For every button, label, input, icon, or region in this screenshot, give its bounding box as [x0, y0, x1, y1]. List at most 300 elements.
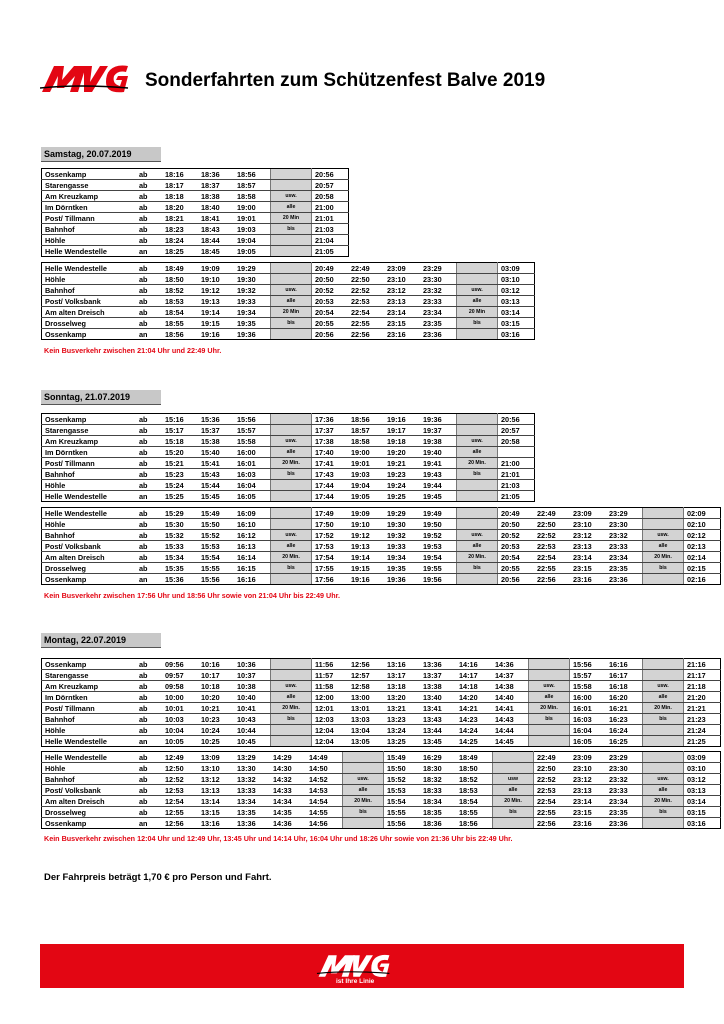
arr-dep-flag: ab: [136, 807, 162, 818]
time-cell: 22:53: [348, 296, 384, 307]
time-cell: 10:04: [162, 725, 198, 736]
time-cell: 19:16: [384, 414, 420, 425]
time-cell: 19:01: [348, 458, 384, 469]
arr-dep-flag: ab: [136, 169, 162, 180]
time-cell: 22:49: [534, 508, 570, 519]
time-cell: 16:12: [234, 530, 271, 541]
stop-name: Post/ Tillmann: [42, 703, 137, 714]
time-cell: 17:43: [312, 469, 349, 480]
time-cell: 02:16: [684, 574, 721, 585]
interval-cell: 20 Min: [457, 307, 498, 318]
time-cell: 23:30: [420, 274, 457, 285]
arr-dep-flag: ab: [136, 285, 162, 296]
arr-dep-flag: ab: [136, 508, 162, 519]
time-cell: 19:34: [384, 552, 420, 563]
stop-name: Starengasse: [42, 425, 137, 436]
time-cell: 18:49: [456, 752, 493, 763]
time-cell: 02:12: [684, 530, 721, 541]
time-cell: 12:56: [162, 818, 198, 829]
time-cell: 13:09: [198, 752, 234, 763]
time-cell: 10:03: [162, 714, 198, 725]
time-cell: 20:57: [498, 425, 535, 436]
stop-name: Starengasse: [42, 180, 137, 191]
time-cell: 10:25: [198, 736, 234, 747]
interval-cell: [643, 508, 684, 519]
time-cell: 22:50: [534, 519, 570, 530]
time-cell: 17:37: [312, 425, 349, 436]
time-cell: 12:00: [312, 692, 349, 703]
time-cell: 03:10: [684, 763, 721, 774]
time-cell: 10:16: [198, 659, 234, 670]
time-cell: 23:35: [606, 563, 643, 574]
time-cell: 15:58: [234, 436, 271, 447]
time-cell: 14:45: [492, 736, 529, 747]
time-cell: 21:05: [498, 491, 535, 502]
time-cell: 20:56: [312, 329, 349, 340]
stop-name: Am Kreuzkamp: [42, 681, 137, 692]
arr-dep-flag: ab: [136, 541, 162, 552]
time-cell: 16:10: [234, 519, 271, 530]
table-row: [42, 714, 721, 725]
time-cell: 21:20: [684, 692, 721, 703]
time-cell: 18:54: [456, 796, 493, 807]
time-cell: 10:41: [234, 703, 271, 714]
time-cell: 18:37: [198, 180, 234, 191]
time-cell: 13:10: [198, 763, 234, 774]
time-cell: 19:54: [420, 552, 457, 563]
interval-cell: alle: [457, 447, 498, 458]
stop-name: Ossenkamp: [42, 818, 137, 829]
time-cell: 22:54: [348, 307, 384, 318]
time-cell: 22:56: [348, 329, 384, 340]
time-cell: 19:49: [420, 508, 457, 519]
time-cell: 13:13: [198, 785, 234, 796]
arr-dep-flag: ab: [136, 425, 162, 436]
arr-dep-flag: ab: [136, 307, 162, 318]
time-cell: 18:17: [162, 180, 198, 191]
time-cell: 17:55: [312, 563, 349, 574]
time-cell: 13:01: [348, 703, 384, 714]
time-cell: 13:44: [420, 725, 456, 736]
mvg-logo: [40, 62, 130, 96]
interval-cell: [457, 274, 498, 285]
table-row: [42, 480, 535, 491]
time-cell: 14:30: [270, 763, 306, 774]
time-cell: 12:52: [162, 774, 198, 785]
time-cell: 14:36: [270, 818, 306, 829]
interval-cell: 20 Min.: [529, 703, 570, 714]
time-cell: 18:33: [420, 785, 456, 796]
time-cell: 11:57: [312, 670, 349, 681]
page-title: Sonderfahrten zum Schützenfest Balve 2019: [145, 70, 546, 91]
time-cell: 23:10: [570, 519, 606, 530]
table-row: [42, 414, 535, 425]
time-cell: 10:44: [234, 725, 271, 736]
time-cell: 15:45: [198, 491, 234, 502]
time-cell: 14:56: [306, 818, 343, 829]
interval-cell: alle: [271, 692, 312, 703]
time-cell: 23:33: [606, 785, 643, 796]
time-cell: 21:16: [684, 659, 721, 670]
time-cell: 13:45: [420, 736, 456, 747]
time-cell: 03:10: [498, 274, 535, 285]
time-cell: 15:36: [198, 414, 234, 425]
table-row: [42, 180, 349, 191]
stop-name: Ossenkamp: [42, 169, 137, 180]
time-cell: 17:44: [312, 480, 349, 491]
time-cell: 18:53: [456, 785, 493, 796]
time-cell: 15:30: [162, 519, 198, 530]
time-cell: 20:55: [498, 563, 535, 574]
time-cell: 23:14: [384, 307, 420, 318]
arr-dep-flag: ab: [136, 224, 162, 235]
time-cell: 21:00: [498, 458, 535, 469]
fare-info: Der Fahrpreis beträgt 1,70 € pro Person und Fahrt.: [44, 872, 272, 883]
time-cell: 03:16: [684, 818, 721, 829]
time-cell: 15:44: [198, 480, 234, 491]
table-row: [42, 469, 535, 480]
time-cell: 14:23: [456, 714, 492, 725]
time-cell: 22:56: [534, 574, 570, 585]
arr-dep-flag: ab: [136, 469, 162, 480]
time-cell: 15:50: [384, 763, 421, 774]
table-row: [42, 296, 535, 307]
interval-cell: [271, 574, 312, 585]
time-cell: 14:20: [456, 692, 492, 703]
table-row: [42, 169, 349, 180]
interval-cell: [457, 425, 498, 436]
time-cell: 16:29: [420, 752, 456, 763]
stop-name: Höhle: [42, 235, 137, 246]
time-cell: 10:40: [234, 692, 271, 703]
time-cell: 14:17: [456, 670, 492, 681]
time-cell: 19:50: [420, 519, 457, 530]
arr-dep-flag: ab: [136, 458, 162, 469]
time-cell: 18:52: [162, 285, 198, 296]
time-cell: 16:04: [234, 480, 271, 491]
time-cell: 16:04: [570, 725, 607, 736]
interval-cell: [529, 670, 570, 681]
time-cell: 22:50: [534, 763, 571, 774]
time-cell: 20:54: [498, 552, 535, 563]
arr-dep-flag: ab: [136, 436, 162, 447]
table-row: [42, 774, 721, 785]
time-cell: 15:55: [198, 563, 234, 574]
time-cell: 16:13: [234, 541, 271, 552]
time-cell: 19:29: [234, 263, 271, 274]
time-cell: 19:17: [384, 425, 420, 436]
time-cell: 22:54: [534, 552, 570, 563]
time-cell: 19:24: [384, 480, 420, 491]
arr-dep-flag: ab: [136, 530, 162, 541]
stop-name: Am Kreuzkamp: [42, 191, 137, 202]
timetable-saturday-outbound: [41, 168, 349, 257]
time-cell: 14:34: [270, 796, 306, 807]
time-cell: 03:09: [684, 752, 721, 763]
time-cell: 23:12: [384, 285, 420, 296]
time-cell: 15:40: [198, 447, 234, 458]
table-row: [42, 752, 721, 763]
interval-cell: [271, 414, 312, 425]
stop-name: Im Dörntken: [42, 692, 137, 703]
time-cell: 22:53: [534, 785, 571, 796]
time-cell: 19:33: [234, 296, 271, 307]
time-cell: 17:38: [312, 436, 349, 447]
interval-cell: usw.: [271, 191, 312, 202]
time-cell: 14:25: [456, 736, 492, 747]
stop-name: Bahnhof: [42, 714, 137, 725]
time-cell: 19:23: [384, 469, 420, 480]
time-cell: [498, 447, 535, 458]
time-cell: 13:40: [420, 692, 456, 703]
time-cell: 03:15: [684, 807, 721, 818]
time-cell: 23:12: [570, 774, 606, 785]
interval-cell: 20 Min.: [271, 458, 312, 469]
interval-cell: alle: [529, 692, 570, 703]
time-cell: 12:49: [162, 752, 198, 763]
time-cell: 15:25: [162, 491, 198, 502]
day-label-monday: Montag, 22.07.2019: [41, 633, 161, 648]
time-cell: 20:49: [498, 508, 535, 519]
stop-name: Helle Wendestelle: [42, 508, 137, 519]
arr-dep-flag: ab: [136, 202, 162, 213]
time-cell: 23:35: [606, 807, 643, 818]
time-cell: 23:15: [384, 318, 420, 329]
table-row: [42, 307, 535, 318]
time-cell: 19:09: [198, 263, 234, 274]
time-cell: 13:43: [420, 714, 456, 725]
time-cell: 23:34: [606, 796, 643, 807]
interval-cell: [457, 329, 498, 340]
time-cell: 18:53: [162, 296, 198, 307]
table-row: [42, 447, 535, 458]
time-cell: 19:34: [234, 307, 271, 318]
stop-name: Bahnhof: [42, 469, 137, 480]
time-cell: 13:36: [234, 818, 270, 829]
interval-cell: alle: [271, 541, 312, 552]
interval-cell: alle: [457, 541, 498, 552]
time-cell: 19:30: [384, 519, 420, 530]
time-cell: 20:52: [498, 530, 535, 541]
interval-cell: bis: [271, 318, 312, 329]
time-cell: 03:15: [498, 318, 535, 329]
time-cell: 19:29: [384, 508, 420, 519]
time-cell: 16:16: [606, 659, 643, 670]
time-cell: 10:37: [234, 670, 271, 681]
time-cell: 18:41: [198, 213, 234, 224]
time-cell: 23:14: [570, 552, 606, 563]
interval-cell: 20 Min.: [457, 458, 498, 469]
arr-dep-flag: an: [136, 818, 162, 829]
day-label-sunday: Sonntag, 21.07.2019: [41, 390, 161, 405]
interval-cell: [457, 574, 498, 585]
table-row: [42, 541, 721, 552]
timetable-monday-outbound: [41, 658, 721, 747]
time-cell: 13:05: [348, 736, 384, 747]
time-cell: 10:23: [198, 714, 234, 725]
time-cell: 16:23: [606, 714, 643, 725]
arr-dep-flag: an: [136, 736, 162, 747]
interval-cell: [271, 246, 312, 257]
time-cell: 18:24: [162, 235, 198, 246]
time-cell: 16:21: [606, 703, 643, 714]
time-cell: 18:50: [456, 763, 493, 774]
interval-cell: alle: [643, 541, 684, 552]
interval-cell: [529, 736, 570, 747]
time-cell: 16:03: [234, 469, 271, 480]
table-row: [42, 670, 721, 681]
time-cell: 12:57: [348, 670, 384, 681]
time-cell: 15:53: [384, 785, 421, 796]
interval-cell: [457, 480, 498, 491]
time-cell: 21:01: [312, 213, 349, 224]
time-cell: 23:15: [570, 807, 606, 818]
time-cell: 17:49: [312, 508, 349, 519]
time-cell: 23:09: [570, 508, 606, 519]
interval-cell: usw.: [643, 774, 684, 785]
arr-dep-flag: ab: [136, 752, 162, 763]
time-cell: 14:38: [492, 681, 529, 692]
time-cell: 03:14: [684, 796, 721, 807]
time-cell: 20:50: [498, 519, 535, 530]
time-cell: 18:21: [162, 213, 198, 224]
interval-cell: usw.: [643, 681, 684, 692]
interval-cell: [343, 818, 384, 829]
interval-cell: [271, 425, 312, 436]
time-cell: 15:35: [162, 563, 198, 574]
time-cell: 21:00: [312, 202, 349, 213]
time-cell: 10:05: [162, 736, 198, 747]
time-cell: 18:58: [348, 436, 384, 447]
time-cell: 15:21: [162, 458, 198, 469]
time-cell: 02:10: [684, 519, 721, 530]
time-cell: 15:43: [198, 469, 234, 480]
time-cell: 22:52: [534, 530, 570, 541]
interval-cell: 20 Min.: [271, 552, 312, 563]
interval-cell: 20 Min.: [493, 796, 534, 807]
time-cell: 23:32: [606, 530, 643, 541]
time-cell: 16:18: [606, 681, 643, 692]
time-cell: 18:55: [456, 807, 493, 818]
interval-cell: [643, 725, 684, 736]
interval-cell: [493, 818, 534, 829]
time-cell: 19:32: [234, 285, 271, 296]
time-cell: 17:54: [312, 552, 349, 563]
time-cell: 19:18: [384, 436, 420, 447]
arr-dep-flag: ab: [136, 681, 162, 692]
time-cell: 18:30: [420, 763, 456, 774]
time-cell: 13:12: [198, 774, 234, 785]
arr-dep-flag: ab: [136, 725, 162, 736]
time-cell: 14:37: [492, 670, 529, 681]
service-note-sunday: Kein Busverkehr zwischen 17:56 Uhr und 18:56 Uhr sowie von 21:04 Uhr bis 22:49 Uhr.: [44, 591, 340, 600]
time-cell: 14:52: [306, 774, 343, 785]
time-cell: 23:16: [570, 574, 606, 585]
time-cell: 10:45: [234, 736, 271, 747]
time-cell: 22:54: [534, 796, 571, 807]
interval-cell: 20 Min.: [643, 703, 684, 714]
time-cell: 03:09: [498, 263, 535, 274]
time-cell: 03:12: [498, 285, 535, 296]
time-cell: 12:04: [312, 736, 349, 747]
time-cell: 20:53: [498, 541, 535, 552]
table-row: [42, 425, 535, 436]
interval-cell: 20 Min.: [643, 796, 684, 807]
table-row: [42, 519, 721, 530]
time-cell: 03:14: [498, 307, 535, 318]
time-cell: 16:00: [234, 447, 271, 458]
interval-cell: [271, 235, 312, 246]
time-cell: 19:10: [348, 519, 384, 530]
table-row: [42, 703, 721, 714]
interval-cell: [643, 763, 684, 774]
time-cell: 23:09: [570, 752, 606, 763]
interval-cell: alle: [271, 296, 312, 307]
arr-dep-flag: an: [136, 246, 162, 257]
time-cell: 12:50: [162, 763, 198, 774]
timetable-sunday-outbound: [41, 413, 535, 502]
interval-cell: [643, 519, 684, 530]
time-cell: 23:35: [420, 318, 457, 329]
time-cell: 15:56: [234, 414, 271, 425]
time-cell: 09:58: [162, 681, 198, 692]
time-cell: 10:18: [198, 681, 234, 692]
time-cell: 18:40: [198, 202, 234, 213]
time-cell: 15:50: [198, 519, 234, 530]
time-cell: 03:16: [498, 329, 535, 340]
time-cell: 18:20: [162, 202, 198, 213]
interval-cell: [271, 274, 312, 285]
arr-dep-flag: ab: [136, 519, 162, 530]
time-cell: 19:20: [384, 447, 420, 458]
time-cell: 13:18: [384, 681, 420, 692]
time-cell: 17:56: [312, 574, 349, 585]
stop-name: Helle Wendestelle: [42, 752, 137, 763]
arr-dep-flag: an: [136, 491, 162, 502]
timetable-saturday-return: [41, 262, 535, 340]
time-cell: 14:33: [270, 785, 306, 796]
time-cell: 18:34: [420, 796, 456, 807]
table-row: [42, 274, 535, 285]
interval-cell: bis: [271, 224, 312, 235]
time-cell: 20:58: [312, 191, 349, 202]
time-cell: 19:15: [348, 563, 384, 574]
arr-dep-flag: ab: [136, 774, 162, 785]
interval-cell: [271, 180, 312, 191]
stop-name: Post/ Volksbank: [42, 296, 137, 307]
table-row: [42, 202, 349, 213]
interval-cell: alle: [457, 296, 498, 307]
time-cell: 13:24: [384, 725, 420, 736]
arr-dep-flag: ab: [136, 191, 162, 202]
arr-dep-flag: ab: [136, 318, 162, 329]
table-row: [42, 436, 535, 447]
time-cell: 19:13: [198, 296, 234, 307]
interval-cell: [493, 763, 534, 774]
time-cell: 15:57: [234, 425, 271, 436]
arr-dep-flag: ab: [136, 263, 162, 274]
time-cell: 23:09: [384, 263, 420, 274]
interval-cell: [457, 519, 498, 530]
time-cell: 21:17: [684, 670, 721, 681]
time-cell: 19:56: [420, 574, 457, 585]
interval-cell: usw.: [271, 285, 312, 296]
time-cell: 18:58: [234, 191, 271, 202]
table-row: [42, 191, 349, 202]
stop-name: Helle Wendestelle: [42, 246, 137, 257]
interval-cell: [271, 491, 312, 502]
stop-name: Am alten Dreisch: [42, 552, 137, 563]
